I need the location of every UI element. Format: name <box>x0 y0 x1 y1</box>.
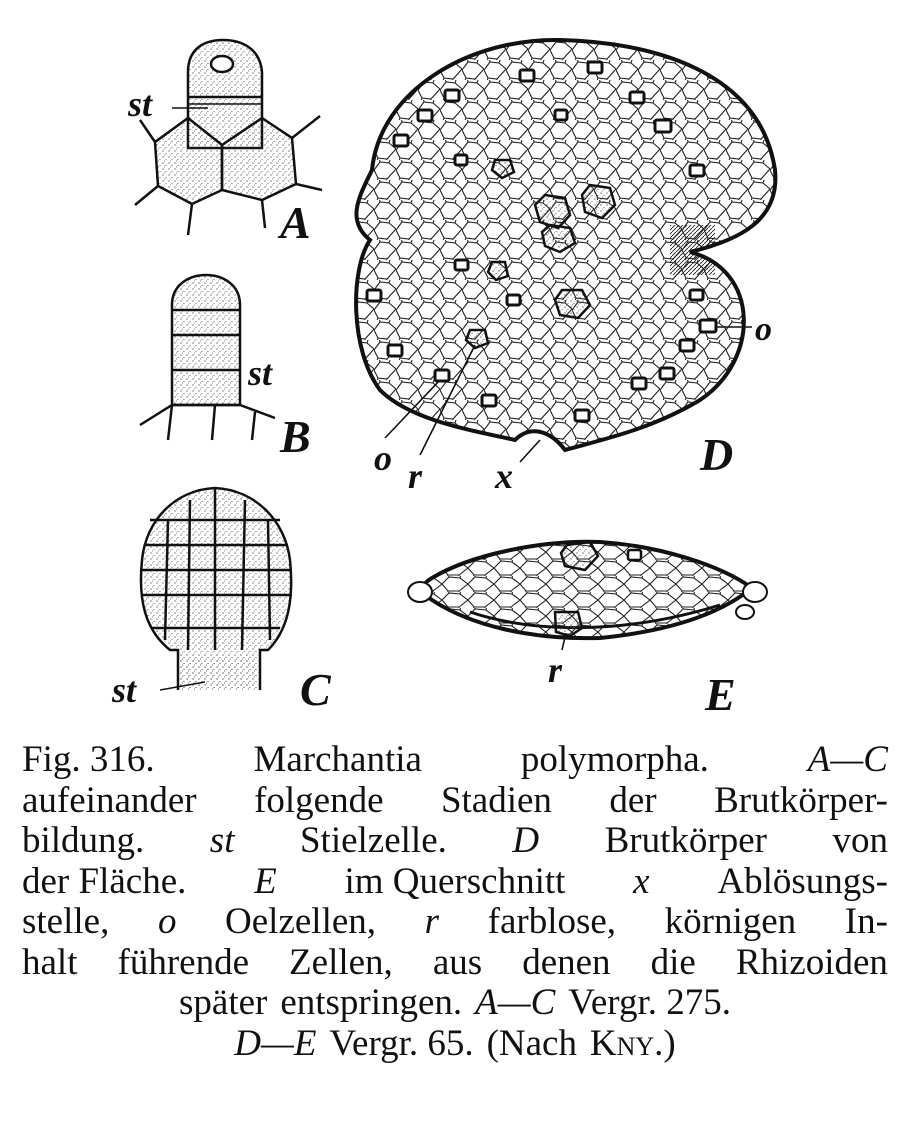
caption-text: stelle, <box>22 901 110 942</box>
panel-d <box>340 30 790 496</box>
caption-text: D <box>512 820 540 861</box>
caption-text: Ablösungs- <box>717 860 888 902</box>
panel-b-st-label: st <box>248 353 273 393</box>
figure-caption <box>22 740 888 1064</box>
caption-text: D—E <box>234 1022 317 1064</box>
caption-line <box>22 983 888 1024</box>
caption-text: (Nach <box>486 1022 577 1064</box>
caption-text: im Querschnitt <box>344 860 566 902</box>
panel-c-st-label: st <box>112 670 137 710</box>
panel-a <box>127 40 322 248</box>
caption-text: Zellen, <box>289 941 393 983</box>
caption-text: o <box>157 901 177 942</box>
panel-b-letter: B <box>280 411 311 462</box>
caption-text: r <box>424 901 440 942</box>
caption-text: A—C <box>475 982 556 1023</box>
caption-text: körnigen <box>664 901 797 942</box>
panel-d-o-left-label: o <box>374 438 392 478</box>
caption-text: Vergr. 65. <box>329 1022 474 1064</box>
panel-b <box>140 275 311 462</box>
panel-e-letter: E <box>705 669 736 720</box>
caption-text: x <box>633 860 650 902</box>
caption-text: Oelzellen, <box>225 901 377 942</box>
caption-text: folgende <box>254 779 384 821</box>
caption-text: farblose, <box>487 901 617 942</box>
caption-text: Kny.) <box>589 1022 676 1064</box>
caption-text: der <box>609 779 657 821</box>
panel-d-o-right-label: o <box>755 311 772 348</box>
caption-line <box>22 740 888 781</box>
caption-text: Brutkörper <box>604 820 767 861</box>
caption-text: A—C <box>807 739 888 780</box>
caption-text: bildung. <box>22 820 145 861</box>
panel-d-x-pointer <box>520 440 540 462</box>
caption-text: entspringen. <box>280 982 463 1023</box>
caption-line <box>22 943 888 984</box>
caption-line <box>22 781 888 822</box>
caption-text: später <box>179 982 268 1023</box>
panel-e-r-label: r <box>548 650 563 690</box>
caption-text: Stielzelle. <box>299 820 447 861</box>
caption-text: Fig. 316. <box>22 739 155 780</box>
panel-d-r-label: r <box>408 456 423 496</box>
caption-line <box>22 821 888 862</box>
caption-text: halt <box>22 941 78 983</box>
caption-text: Marchantia <box>253 739 422 780</box>
caption-text: die <box>650 941 696 983</box>
caption-text: Rhizoiden <box>735 941 888 983</box>
panel-d-x-label: x <box>495 456 513 496</box>
caption-text: von <box>832 820 888 861</box>
caption-text: denen <box>522 941 611 983</box>
caption-text: polymorpha. <box>520 739 709 780</box>
panel-e <box>408 535 767 720</box>
caption-text: aus <box>432 941 483 983</box>
caption-line <box>22 902 888 943</box>
caption-text: In- <box>844 901 888 942</box>
panel-e-oil-cells <box>628 550 641 560</box>
caption-text: der Fläche. <box>22 860 187 902</box>
caption-line <box>22 1024 888 1065</box>
panel-d-letter: D <box>700 429 734 480</box>
caption-text: Stadien <box>440 779 552 821</box>
caption-text: st <box>209 820 235 861</box>
caption-text: Brutkörper- <box>714 779 888 821</box>
caption-text: führende <box>117 941 250 983</box>
caption-text: aufeinander <box>22 779 197 821</box>
panel-a-st-label: st <box>128 84 153 124</box>
panel-c-letter: C <box>300 664 331 715</box>
panel-a-letter: A <box>280 197 311 248</box>
caption-line <box>22 862 888 903</box>
panel-c-cells <box>141 488 292 690</box>
caption-text: Vergr. 275. <box>568 982 731 1023</box>
caption-text: E <box>254 860 277 902</box>
panel-c <box>111 488 332 715</box>
